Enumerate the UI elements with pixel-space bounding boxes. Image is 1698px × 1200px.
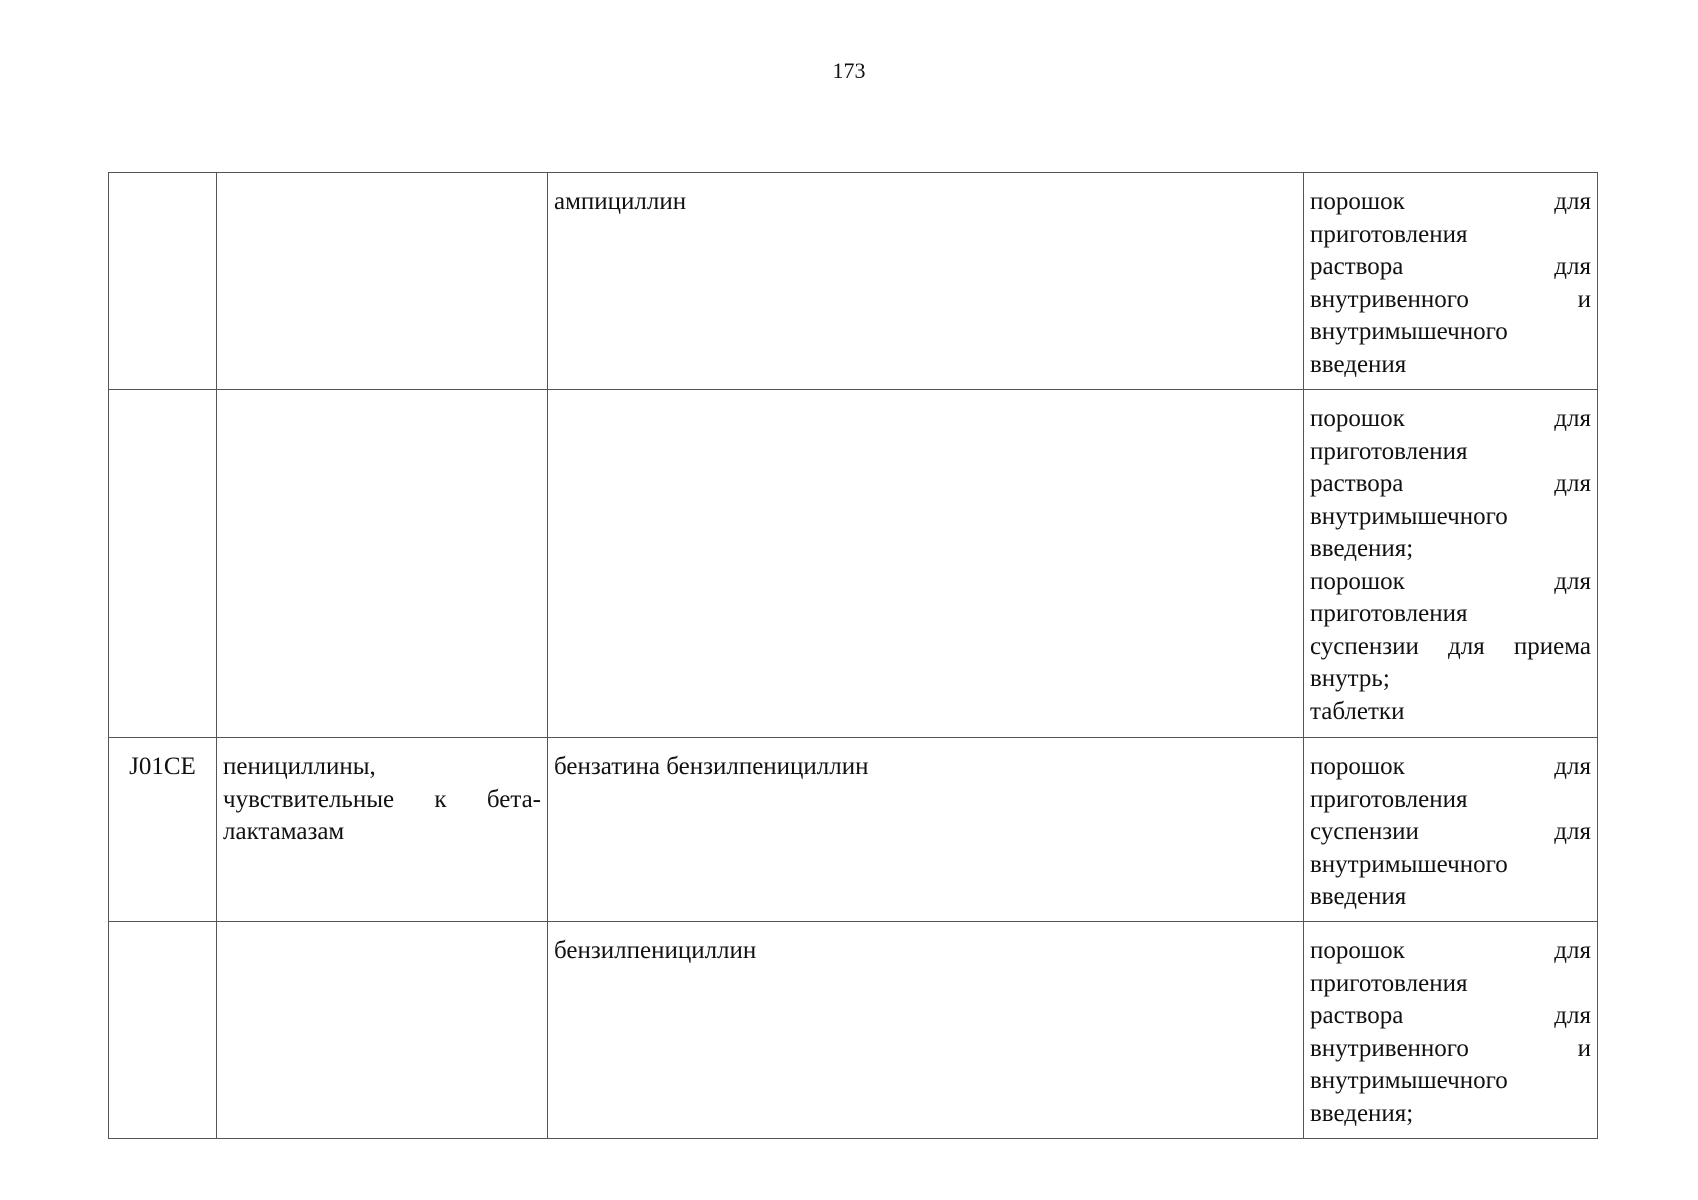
medication-table	[108, 172, 1598, 1139]
dosage-form-line: раствора для	[1310, 470, 1591, 497]
drug-name-cell: бензилпенициллин	[548, 922, 1304, 1139]
dosage-form-line: внутримышечного	[1310, 1067, 1508, 1094]
dosage-form-line: порошок для	[1310, 753, 1591, 780]
dosage-form-line: суспензии для	[1310, 818, 1591, 845]
atc-code-cell: J01CE	[109, 738, 217, 922]
dosage-form-line: раствора для	[1310, 253, 1591, 280]
dosage-form-cell	[1304, 738, 1598, 922]
dosage-form-line: введения	[1310, 883, 1407, 910]
dosage-form-line: приготовления	[1310, 437, 1468, 465]
dosage-form-line: приготовления	[1310, 600, 1468, 627]
group-cell	[217, 922, 548, 1139]
group-cell: пенициллины, чувствительные к бета-лактамазам	[217, 738, 548, 922]
dosage-form-line: раствора для	[1310, 1002, 1591, 1029]
group-cell	[217, 390, 548, 738]
dosage-form-line: приготовления	[1310, 220, 1468, 248]
group-cell	[217, 173, 548, 390]
dosage-form-line: введения;	[1310, 1099, 1414, 1127]
table-row	[109, 922, 1598, 1139]
dosage-form-line: таблетки	[1310, 697, 1405, 725]
atc-code-cell	[109, 390, 217, 738]
dosage-form-line: приготовления	[1310, 785, 1468, 813]
dosage-form-line: внутривенного и	[1310, 1034, 1591, 1062]
dosage-form-line: приготовления	[1310, 969, 1468, 997]
dosage-form-line: внутримышечного	[1310, 850, 1508, 878]
dosage-form-line: суспензии для приема	[1310, 632, 1591, 660]
table-row	[109, 173, 1598, 390]
drug-name-cell: ампициллин	[548, 173, 1304, 390]
dosage-form-cell	[1304, 922, 1598, 1139]
dosage-form-line: внутримышечного	[1310, 502, 1508, 530]
drug-name-cell	[548, 390, 1304, 738]
table-row	[109, 738, 1598, 922]
atc-code-cell	[109, 173, 217, 390]
dosage-form-line: внутрь;	[1310, 665, 1390, 692]
dosage-form-cell	[1304, 173, 1598, 390]
dosage-form-line: введения;	[1310, 535, 1414, 562]
dosage-form-line: внутримышечного	[1310, 318, 1508, 345]
dosage-form-cell	[1304, 390, 1598, 738]
dosage-form-line: порошок для	[1310, 937, 1591, 964]
dosage-form-line: введения	[1310, 350, 1407, 378]
table-row	[109, 390, 1598, 738]
dosage-form-line: порошок для	[1310, 567, 1591, 595]
drug-name-cell: бензатина бензилпенициллин	[548, 738, 1304, 922]
atc-code-cell	[109, 922, 217, 1139]
dosage-form-line: порошок для	[1310, 405, 1591, 432]
dosage-form-line: внутривенного и	[1310, 285, 1591, 313]
page-number: 173	[832, 58, 866, 83]
dosage-form-line: порошок для	[1310, 188, 1591, 215]
